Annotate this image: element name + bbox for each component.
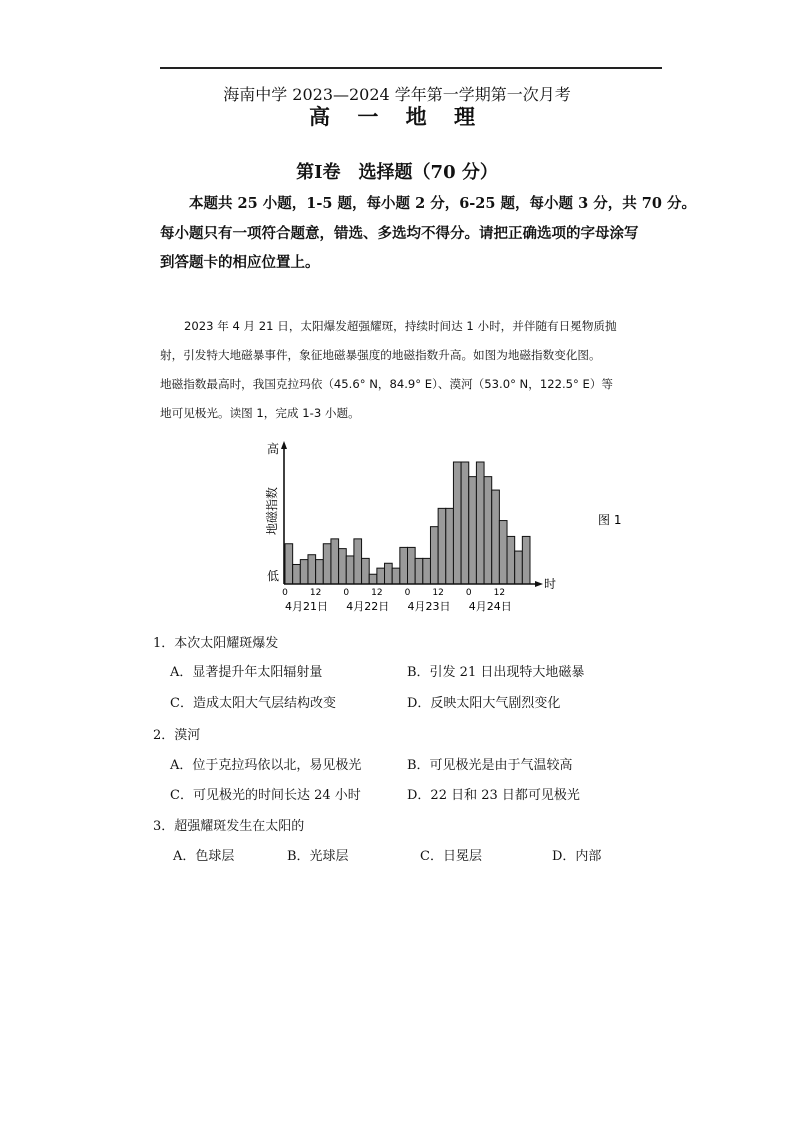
- question-1-option-b: B．引发 21 日出现特大地磁暴: [407, 665, 585, 680]
- question-3-option-d: D．内部: [552, 849, 602, 864]
- x-tick-label: 0: [282, 588, 288, 598]
- date-label: 4月22日: [346, 600, 390, 613]
- bar: [438, 508, 446, 584]
- question-2-option-d: D．22 日和 23 日都可见极光: [407, 788, 580, 803]
- bar: [308, 555, 316, 584]
- bar: [423, 558, 431, 584]
- bar: [400, 547, 408, 584]
- bar: [461, 462, 469, 584]
- date-label: 4月23日: [407, 600, 451, 613]
- bar: [339, 549, 347, 584]
- instruction-line: 本题共 25 小题，1-5 题，每小题 2 分，6-25 题，每小题 3 分，共 70 分。: [189, 195, 696, 212]
- question-1-option-d: D．反映太阳大气剧烈变化: [407, 696, 561, 711]
- bar: [430, 527, 438, 584]
- question-2-option-c: C．可见极光的时间长达 24 小时: [170, 788, 361, 803]
- bar: [369, 574, 377, 584]
- bar: [316, 560, 324, 584]
- question-1-option-a: A．显著提升年太阳辐射量: [170, 665, 323, 680]
- bar: [507, 536, 515, 584]
- section-title: 第Ⅰ卷 选择题（70 分）: [296, 162, 498, 183]
- bar: [492, 490, 500, 584]
- x-tick-label: 12: [493, 588, 506, 598]
- bar: [362, 558, 370, 584]
- bar: [354, 539, 362, 584]
- x-tick-label: 0: [404, 588, 411, 598]
- x-tick-label: 12: [371, 588, 383, 598]
- date-label: 4月21日: [285, 600, 328, 613]
- bar: [323, 544, 331, 584]
- bar: [415, 558, 423, 584]
- question-1-option-c: C．造成太阳大气层结构改变: [170, 696, 336, 711]
- question-2-stem: 2．漠河: [153, 728, 201, 743]
- date-label: 4月24日: [468, 600, 512, 613]
- bar: [476, 462, 484, 584]
- question-3-option-c: C．日冕层: [420, 849, 482, 864]
- y-axis-label: 地磁指数: [265, 486, 279, 535]
- instruction-line: 每小题只有一项符合题意，错选、多选均不得分。请把正确选项的字母涂写: [160, 224, 639, 242]
- bar: [346, 556, 354, 584]
- y-low-label: 低: [267, 569, 280, 583]
- question-3-stem: 3．超强耀斑发生在太阳的: [153, 819, 305, 834]
- x-tick-label: 0: [465, 588, 472, 598]
- bar: [377, 568, 385, 584]
- x-axis-label: 时: [544, 577, 557, 591]
- bar: [331, 539, 339, 584]
- instruction-line: 到答题卡的相应位置上。: [160, 254, 320, 271]
- x-tick-label: 0: [343, 588, 350, 598]
- bar: [469, 477, 477, 584]
- bar: [293, 564, 301, 584]
- passage-line: 射，引发特大地磁暴事件，象征地磁暴强度的地磁指数升高。如图为地磁指数变化图。: [160, 348, 601, 362]
- y-axis-arrow: [281, 441, 287, 449]
- bar: [385, 563, 393, 584]
- exam-header: 海南中学 2023—2024 学年第一学期第一次月考: [223, 85, 571, 104]
- question-3-option-a: A．色球层: [173, 849, 235, 864]
- passage-line: 地可见极光。读图 1，完成 1-3 小题。: [160, 406, 360, 420]
- figure-caption: 图 1: [598, 513, 622, 527]
- bar: [285, 544, 293, 584]
- bar: [499, 521, 507, 584]
- question-1-stem: 1．本次太阳耀斑爆发: [153, 636, 279, 651]
- question-2-option-a: A．位于克拉玛依以北，易见极光: [170, 758, 362, 773]
- x-tick-label: 12: [432, 588, 444, 598]
- passage-line: 2023 年 4 月 21 日，太阳爆发超强耀斑，持续时间达 1 小时，并伴随有日冕物质抛: [184, 319, 617, 333]
- x-axis-arrow: [535, 581, 543, 587]
- bar: [446, 508, 454, 584]
- bar: [515, 551, 523, 584]
- passage-line: 地磁指数最高时，我国克拉玛依（45.6° N，84.9° E）、漠河（53.0° N，122.5° E）等: [160, 377, 614, 391]
- question-3-option-b: B．光球层: [287, 849, 349, 864]
- bar: [453, 462, 461, 584]
- subject-title: 高 一 地 理: [309, 104, 485, 129]
- x-tick-label: 12: [309, 588, 322, 598]
- bar: [300, 560, 308, 584]
- bar: [484, 477, 492, 584]
- bar: [408, 547, 416, 584]
- bar: [522, 536, 530, 584]
- question-2-option-b: B．可见极光是由于气温较高: [407, 758, 573, 773]
- bar: [392, 568, 400, 584]
- y-high-label: 高: [267, 442, 280, 456]
